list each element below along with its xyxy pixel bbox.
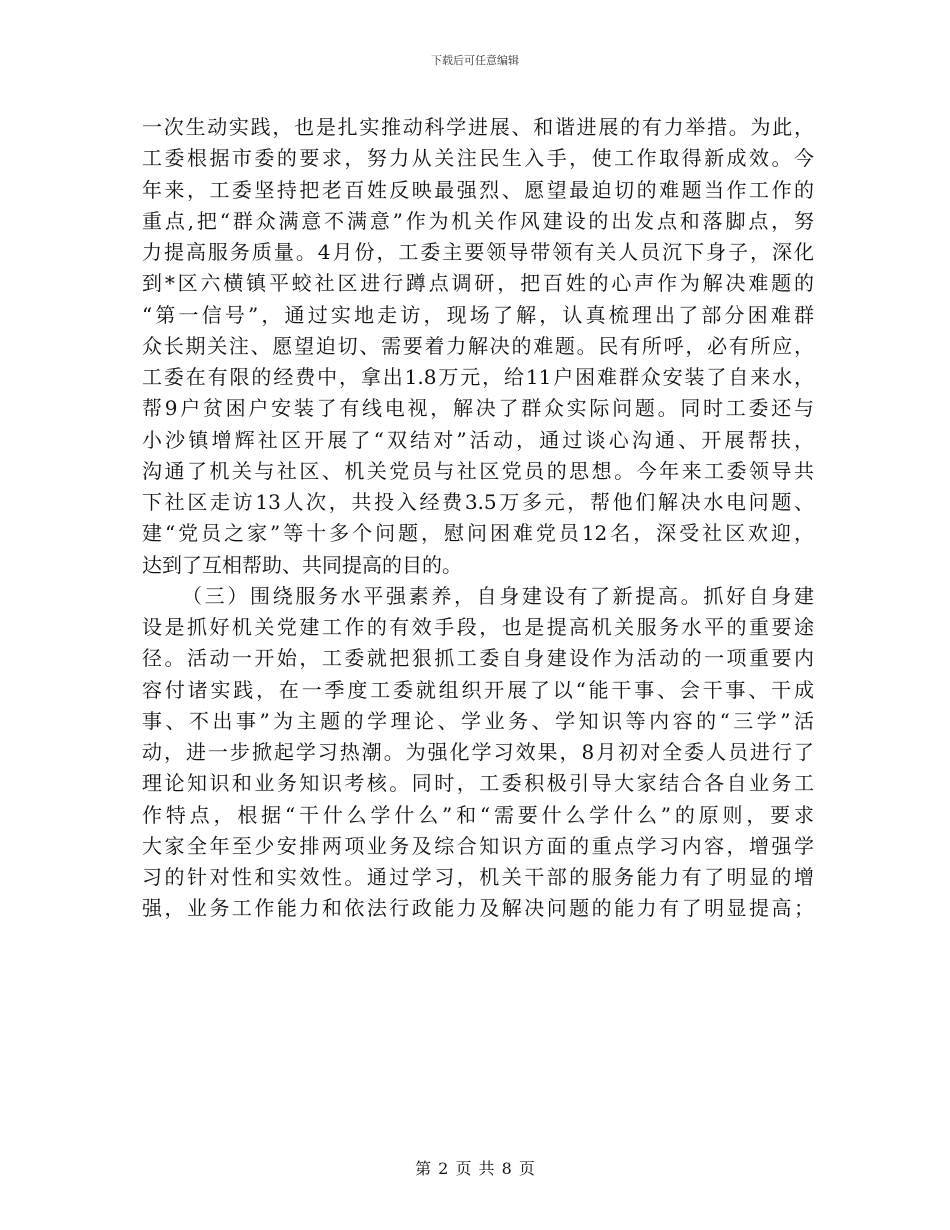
header-note: 下载后可任意编辑 xyxy=(431,54,519,67)
text-line: 达到了互相帮助、共同提高的目的。 xyxy=(142,552,462,577)
text-line: 强，业务工作能力和依法行政能力及解决问题的能力有了明显提高； xyxy=(142,896,814,921)
text-line: 下社区走访13人次，共投入经费3.5万多元，帮他们解决水电问题、 xyxy=(142,490,814,514)
paragraph-1 xyxy=(142,112,814,581)
text-line: 到*区六横镇平蛟社区进行蹲点调研，把百姓的心声作为解决难题的 xyxy=(142,271,814,296)
text-line: 力提高服务质量。4月份，工委主要领导带领有关人员沉下身子，深化 xyxy=(142,240,814,264)
text-line: 工委在有限的经费中，拿出1.8万元，给11户困难群众安装了自来水， xyxy=(142,365,814,389)
text-line: 大家全年至少安排两项业务及综合知识方面的重点学习内容，增强学 xyxy=(142,833,814,858)
text-line: 小沙镇增辉社区开展了“双结对”活动，通过谈心沟通、开展帮扶， xyxy=(142,427,814,452)
text-line: 习的针对性和实效性。通过学习，机关干部的服务能力有了明显的增 xyxy=(142,865,814,889)
document-body xyxy=(142,112,814,925)
text-line: 一次生动实践，也是扎实推动科学进展、和谐进展的有力举措。为此， xyxy=(142,115,814,139)
text-line: （三）围绕服务水平强素养，自身建设有了新提高。抓好自身建 xyxy=(182,583,814,608)
text-line: 工委根据市委的要求，努力从关注民生入手，使工作取得新成效。今 xyxy=(142,146,814,171)
text-line: 理论知识和业务知识考核。同时，工委积极引导大家结合各自业务工 xyxy=(142,771,814,796)
text-line: 年来，工委坚持把老百姓反映最强烈、愿望最迫切的难题当作工作的 xyxy=(142,177,814,202)
paragraph-2 xyxy=(142,581,814,925)
text-line: 径。活动一开始，工委就把狠抓工委自身建设作为活动的一项重要内 xyxy=(142,646,814,671)
text-line: “第一信号”，通过实地走访，现场了解，认真梳理出了部分困难群 xyxy=(142,302,814,327)
text-line: 沟通了机关与社区、机关党员与社区党员的思想。今年来工委领导共 xyxy=(142,458,814,483)
text-line: 事、不出事”为主题的学理论、学业务、学知识等内容的“三学”活 xyxy=(142,708,814,733)
page-number: 第 2 页 共 8 页 xyxy=(415,1159,535,1178)
text-line: 重点,把“群众满意不满意”作为机关作风建设的出发点和落脚点，努 xyxy=(142,208,814,233)
text-line: 帮9户贫困户安装了有线电视，解决了群众实际问题。同时工委还与 xyxy=(142,396,814,421)
text-line: 众长期关注、愿望迫切、需要着力解决的难题。民有所呼，必有所应， xyxy=(142,333,814,358)
text-line: 设是抓好机关党建工作的有效手段，也是提高机关服务水平的重要途 xyxy=(142,615,814,639)
text-line: 作特点，根据“干什么学什么”和“需要什么学什么”的原则，要求 xyxy=(142,802,814,827)
text-line: 容付诸实践，在一季度工委就组织开展了以“能干事、会干事、干成 xyxy=(142,677,814,702)
text-line: 建“党员之家”等十多个问题，慰问困难党员12名，深受社区欢迎， xyxy=(142,521,814,546)
text-line: 动，进一步掀起学习热潮。为强化学习效果，8月初对全委人员进行了 xyxy=(142,740,814,764)
